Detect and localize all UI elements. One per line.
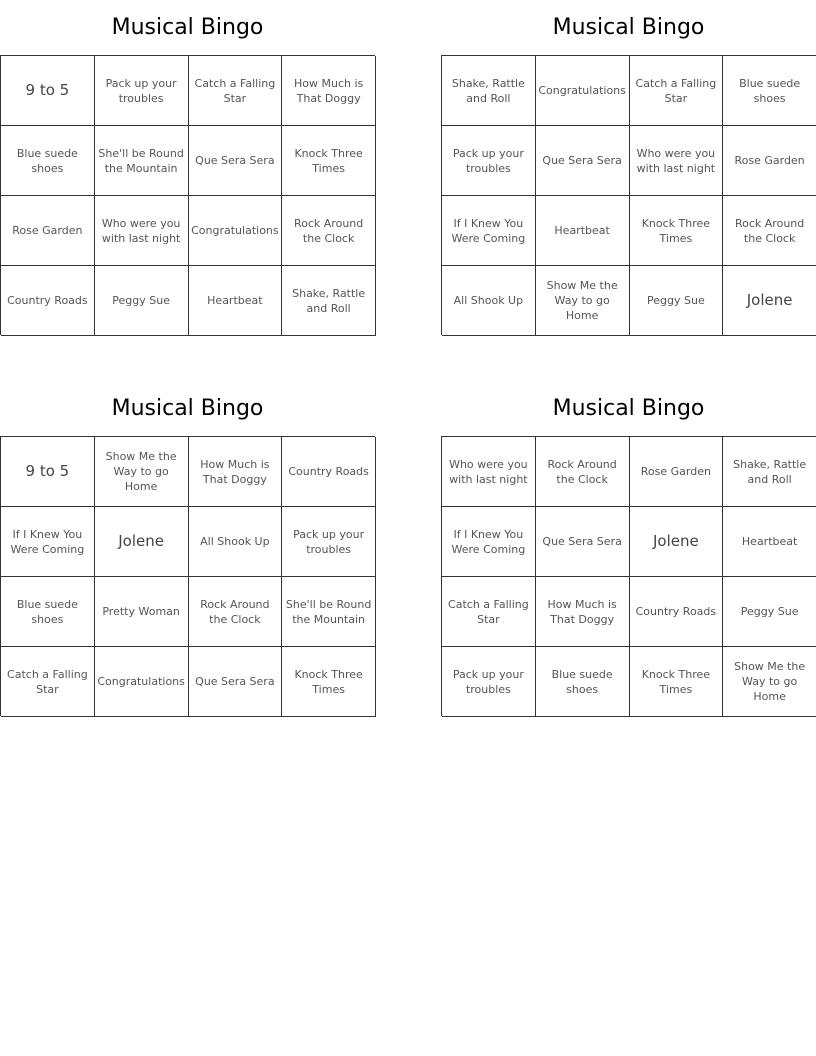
bingo-cell: Que Sera Sera bbox=[189, 126, 283, 196]
bingo-cell: Rock Around the Clock bbox=[536, 437, 630, 507]
card-title: Musical Bingo bbox=[111, 15, 264, 40]
bingo-cell: If I Knew You Were Coming bbox=[442, 507, 536, 577]
bingo-cell: Country Roads bbox=[630, 577, 724, 647]
bingo-cell: Catch a Falling Star bbox=[630, 56, 724, 126]
bingo-cell: Pack up your troubles bbox=[442, 126, 536, 196]
bingo-cell: Rock Around the Clock bbox=[189, 577, 283, 647]
bingo-cell: Rock Around the Clock bbox=[723, 196, 816, 266]
bingo-cell: How Much is That Doggy bbox=[282, 56, 376, 126]
bingo-cell: Knock Three Times bbox=[282, 126, 376, 196]
bingo-cell: Blue suede shoes bbox=[1, 577, 95, 647]
bingo-cell: Jolene bbox=[630, 507, 724, 577]
bingo-cell: How Much is That Doggy bbox=[189, 437, 283, 507]
bingo-card-4 bbox=[441, 381, 816, 716]
bingo-cell: Blue suede shoes bbox=[1, 126, 95, 196]
bingo-cell: 9 to 5 bbox=[1, 437, 95, 507]
bingo-grid bbox=[0, 436, 375, 716]
bingo-cell: Country Roads bbox=[282, 437, 376, 507]
bingo-cell: All Shook Up bbox=[189, 507, 283, 577]
bingo-grid bbox=[0, 55, 375, 335]
bingo-cell: Pack up your troubles bbox=[442, 647, 536, 717]
bingo-cell: Jolene bbox=[723, 266, 816, 336]
bingo-cell: Who were you with last night bbox=[630, 126, 724, 196]
bingo-cell: Peggy Sue bbox=[723, 577, 816, 647]
bingo-cell: Catch a Falling Star bbox=[1, 647, 95, 717]
bingo-cell: Knock Three Times bbox=[282, 647, 376, 717]
bingo-cell: Congratulations bbox=[536, 56, 630, 126]
card-title: Musical Bingo bbox=[552, 396, 705, 421]
bingo-cell: Knock Three Times bbox=[630, 196, 724, 266]
bingo-cell: Rose Garden bbox=[630, 437, 724, 507]
bingo-cell: Who were you with last night bbox=[95, 196, 189, 266]
bingo-cell: Blue suede shoes bbox=[536, 647, 630, 717]
bingo-cell: Knock Three Times bbox=[630, 647, 724, 717]
bingo-cell: Heartbeat bbox=[536, 196, 630, 266]
bingo-cell: Congratulations bbox=[189, 196, 283, 266]
bingo-cell: She'll be Round the Mountain bbox=[282, 577, 376, 647]
bingo-cell: Rose Garden bbox=[1, 196, 95, 266]
bingo-cell: Blue suede shoes bbox=[723, 56, 816, 126]
bingo-cell: If I Knew You Were Coming bbox=[442, 196, 536, 266]
bingo-cell: Peggy Sue bbox=[95, 266, 189, 336]
bingo-cell: Pack up your troubles bbox=[282, 507, 376, 577]
card-title: Musical Bingo bbox=[552, 15, 705, 40]
bingo-cell: Show Me the Way to go Home bbox=[95, 437, 189, 507]
bingo-cell: Rock Around the Clock bbox=[282, 196, 376, 266]
bingo-cell: Shake, Rattle and Roll bbox=[282, 266, 376, 336]
bingo-cell: Show Me the Way to go Home bbox=[723, 647, 816, 717]
bingo-cell: Congratulations bbox=[95, 647, 189, 717]
bingo-card-2 bbox=[441, 0, 816, 335]
bingo-cell: Que Sera Sera bbox=[536, 126, 630, 196]
bingo-cell: Country Roads bbox=[1, 266, 95, 336]
bingo-cell: Heartbeat bbox=[189, 266, 283, 336]
bingo-cell: Heartbeat bbox=[723, 507, 816, 577]
bingo-cell: Shake, Rattle and Roll bbox=[442, 56, 536, 126]
bingo-cell: Show Me the Way to go Home bbox=[536, 266, 630, 336]
bingo-cell: Rose Garden bbox=[723, 126, 816, 196]
bingo-cell: Peggy Sue bbox=[630, 266, 724, 336]
bingo-cell: Catch a Falling Star bbox=[189, 56, 283, 126]
bingo-cell: Catch a Falling Star bbox=[442, 577, 536, 647]
bingo-grid bbox=[441, 55, 816, 335]
bingo-cell: How Much is That Doggy bbox=[536, 577, 630, 647]
bingo-cell: Shake, Rattle and Roll bbox=[723, 437, 816, 507]
bingo-grid bbox=[441, 436, 816, 716]
bingo-cell: If I Knew You Were Coming bbox=[1, 507, 95, 577]
bingo-cell: Pack up your troubles bbox=[95, 56, 189, 126]
bingo-cell: Pretty Woman bbox=[95, 577, 189, 647]
bingo-card-3 bbox=[0, 381, 375, 716]
card-title: Musical Bingo bbox=[111, 396, 264, 421]
bingo-card-1 bbox=[0, 0, 375, 335]
bingo-cell: Jolene bbox=[95, 507, 189, 577]
bingo-cell: She'll be Round the Mountain bbox=[95, 126, 189, 196]
bingo-cell: Who were you with last night bbox=[442, 437, 536, 507]
bingo-cell: 9 to 5 bbox=[1, 56, 95, 126]
bingo-cell: Que Sera Sera bbox=[189, 647, 283, 717]
bingo-cell: Que Sera Sera bbox=[536, 507, 630, 577]
bingo-cell: All Shook Up bbox=[442, 266, 536, 336]
